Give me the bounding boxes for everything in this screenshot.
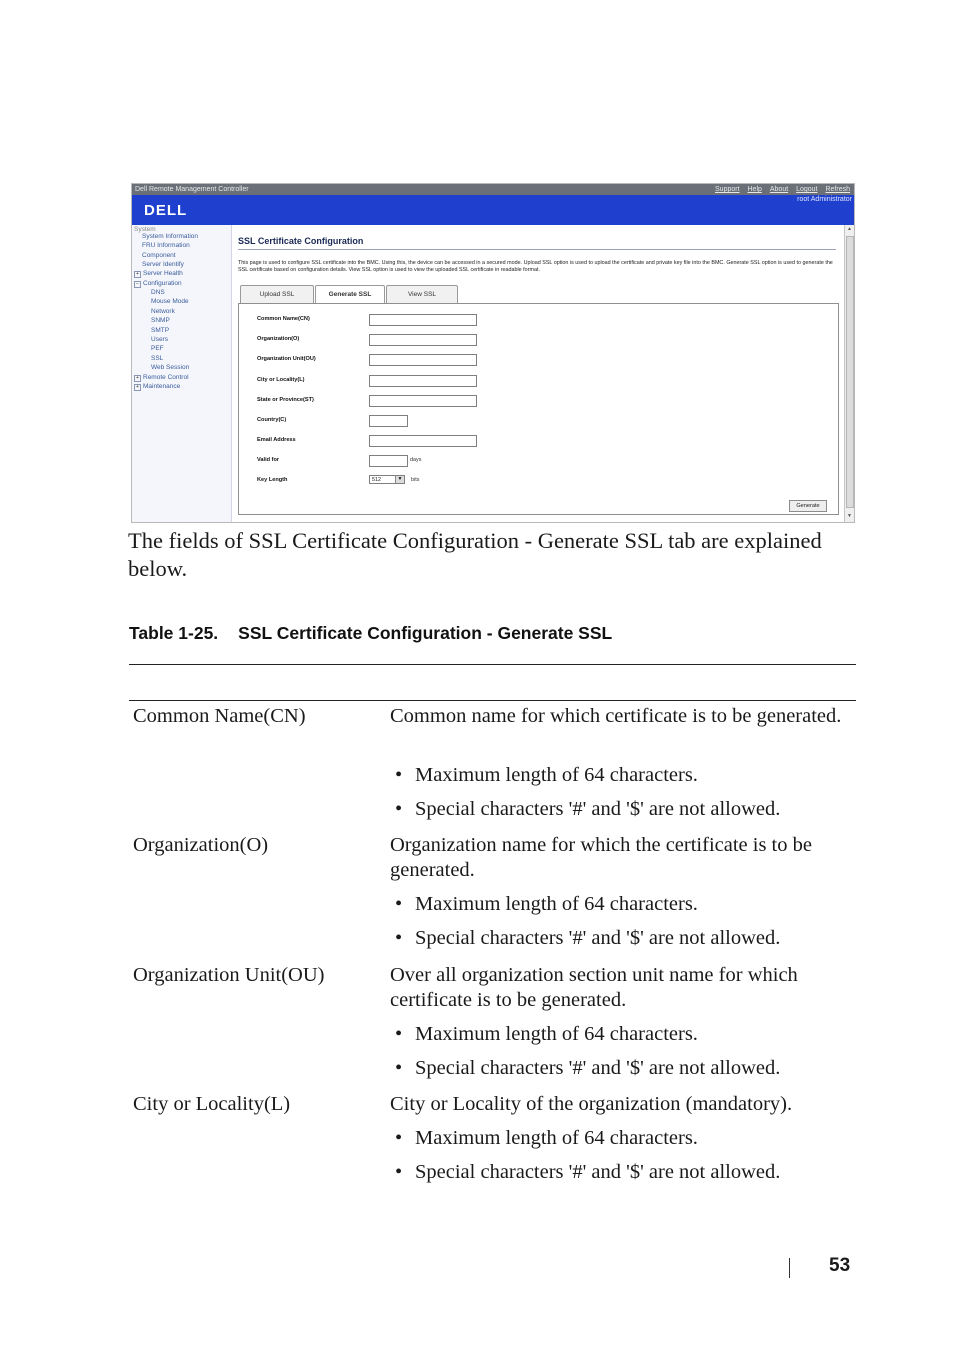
- row-description: Common name for which certificate is to be generated.: [390, 705, 842, 727]
- generate-button[interactable]: Generate: [789, 500, 827, 512]
- tree-item-network[interactable]: Network: [151, 308, 175, 315]
- tree-item-maintenance[interactable]: [134, 383, 180, 391]
- tree-label: Server Health: [143, 270, 183, 277]
- tree-item-snmp[interactable]: SNMP: [151, 317, 170, 324]
- list-item: • Maximum length of 64 characters.: [395, 1127, 698, 1149]
- field-label: Email Address: [257, 437, 296, 443]
- page-description: This page is used to configure SSL certificate into the BMC. Using this, the device can be accessed in a secured mode. Upload SSL option is used to upload the certificate and private key file into the BMC. Generate SSL option is used to generate the SSL certificate based on configuration details. View SSL option is used to view the uploaded SSL certificate in readable format.: [238, 260, 833, 273]
- support-link[interactable]: Support: [715, 186, 740, 193]
- tree-item-fru-information[interactable]: FRU Information: [142, 242, 190, 249]
- vertical-scrollbar[interactable]: [844, 225, 854, 522]
- field-label: City or Locality(L): [257, 377, 305, 383]
- bullet-text: Special characters '#' and '$' are not allowed.: [415, 798, 781, 820]
- list-item: • Maximum length of 64 characters.: [395, 764, 698, 786]
- key-length-value: 512: [372, 477, 381, 483]
- bullet-text: Maximum length of 64 characters.: [415, 764, 698, 786]
- list-item: • Special characters '#' and '$' are not allowed.: [395, 1057, 781, 1079]
- form-row: [257, 475, 457, 487]
- field-label: State or Province(ST): [257, 397, 314, 403]
- intro-paragraph: The fields of SSL Certificate Configuration - Generate SSL tab are explained below.: [128, 528, 822, 581]
- tab-generate-ssl[interactable]: Generate SSL: [315, 285, 385, 305]
- tree-label: Maintenance: [143, 383, 181, 390]
- list-item: • Special characters '#' and '$' are not allowed.: [395, 1161, 781, 1183]
- tree-item-system-information[interactable]: System Information: [142, 233, 198, 240]
- top-links: [709, 184, 850, 195]
- scroll-thumb[interactable]: [846, 236, 854, 508]
- field-label: Valid for: [257, 457, 280, 463]
- scroll-up-icon[interactable]: ▲: [847, 226, 852, 232]
- expand-icon[interactable]: +: [134, 384, 141, 391]
- field-label: Common Name(CN): [257, 316, 310, 322]
- bullet-text: Special characters '#' and '$' are not allowed.: [415, 927, 781, 949]
- user-info: root Administrator: [797, 196, 852, 203]
- heading-divider: [238, 249, 836, 250]
- tree-item-system[interactable]: System: [134, 226, 156, 233]
- expand-icon[interactable]: +: [134, 375, 141, 382]
- row-term: City or Locality(L): [133, 1093, 291, 1115]
- tree-item-dns[interactable]: DNS: [151, 289, 165, 296]
- tree-item-configuration[interactable]: [134, 280, 182, 288]
- state-input[interactable]: [369, 395, 477, 407]
- field-label: Organization Unit(OU): [257, 356, 316, 362]
- organization-input[interactable]: [369, 334, 477, 346]
- bullet-text: Special characters '#' and '$' are not allowed.: [415, 1057, 781, 1079]
- tree-label: Configuration: [143, 280, 182, 287]
- table-number: Table 1-25.: [129, 623, 219, 643]
- common-name-input[interactable]: [369, 314, 477, 326]
- tree-item-server-health[interactable]: [134, 270, 183, 278]
- nav-tree: [132, 225, 232, 522]
- organization-unit-input[interactable]: [369, 354, 477, 366]
- expand-icon[interactable]: +: [134, 271, 141, 278]
- tree-item-remote-control[interactable]: [134, 374, 189, 382]
- table-title: SSL Certificate Configuration - Generate SSL: [238, 623, 613, 643]
- field-label: Key Length: [257, 477, 288, 483]
- bits-unit: bits: [411, 477, 420, 483]
- email-input[interactable]: [369, 435, 477, 447]
- brand-bar: [132, 195, 854, 225]
- generate-ssl-form: [238, 303, 839, 515]
- list-item: • Maximum length of 64 characters.: [395, 1023, 698, 1045]
- row-description: Over all organization section unit name for which certificate is to be generated.: [390, 964, 798, 1011]
- country-input[interactable]: [369, 415, 408, 427]
- row-term: Organization(O): [133, 834, 269, 856]
- refresh-link[interactable]: Refresh: [825, 186, 850, 193]
- table-caption: [129, 623, 612, 644]
- list-item: • Special characters '#' and '$' are not allowed.: [395, 798, 781, 820]
- bullet-text: Special characters '#' and '$' are not allowed.: [415, 1161, 781, 1183]
- tree-item-ssl[interactable]: SSL: [151, 355, 164, 362]
- window-titlebar: [132, 184, 854, 195]
- main-content: [232, 225, 844, 522]
- city-input[interactable]: [369, 375, 477, 387]
- tree-label: Remote Control: [143, 374, 189, 381]
- page-number: 53: [829, 1255, 851, 1276]
- collapse-icon[interactable]: −: [134, 281, 141, 288]
- tree-item-smtp[interactable]: SMTP: [151, 327, 170, 334]
- row-term: Organization Unit(OU): [133, 964, 325, 986]
- list-item: • Maximum length of 64 characters.: [395, 893, 698, 915]
- bullet-text: Maximum length of 64 characters.: [415, 893, 698, 915]
- scroll-down-icon[interactable]: ▼: [847, 513, 852, 519]
- list-item: • Special characters '#' and '$' are not allowed.: [395, 927, 781, 949]
- tree-item-server-identify[interactable]: Server Identify: [142, 261, 184, 268]
- bullet-text: Maximum length of 64 characters.: [415, 1023, 698, 1045]
- valid-for-input[interactable]: [369, 455, 408, 467]
- footer-divider: [789, 1258, 790, 1278]
- row-description: City or Locality of the organization (mandatory).: [390, 1093, 793, 1115]
- days-unit: days: [410, 457, 422, 463]
- bullet-text: Maximum length of 64 characters.: [415, 1127, 698, 1149]
- table-header-rule: [129, 700, 856, 701]
- tree-item-component[interactable]: Component: [142, 252, 176, 259]
- page-heading: SSL Certificate Configuration: [238, 236, 364, 246]
- field-label: Organization(O): [257, 336, 300, 342]
- chevron-down-icon[interactable]: ▼: [395, 476, 404, 483]
- help-link[interactable]: Help: [747, 186, 762, 193]
- key-length-select[interactable]: [369, 475, 405, 484]
- tree-item-mouse-mode[interactable]: Mouse Mode: [151, 298, 189, 305]
- tab-upload-ssl[interactable]: Upload SSL: [240, 285, 314, 304]
- tree-item-users[interactable]: Users: [151, 336, 168, 343]
- row-term: Common Name(CN): [133, 705, 306, 727]
- tree-item-web-session[interactable]: Web Session: [151, 364, 190, 371]
- logout-link[interactable]: Logout: [796, 186, 818, 193]
- field-label: Country(C): [257, 417, 287, 423]
- tab-view-ssl[interactable]: View SSL: [386, 285, 458, 304]
- window-title: Dell Remote Management Controller: [135, 186, 249, 193]
- table-top-rule: [129, 664, 856, 665]
- tree-item-pef[interactable]: PEF: [151, 345, 164, 352]
- bmc-screenshot: [131, 183, 855, 523]
- about-link[interactable]: About: [769, 186, 789, 193]
- dell-logo: DELL: [144, 202, 188, 219]
- row-description: Organization name for which the certificate is to be generated.: [390, 834, 812, 881]
